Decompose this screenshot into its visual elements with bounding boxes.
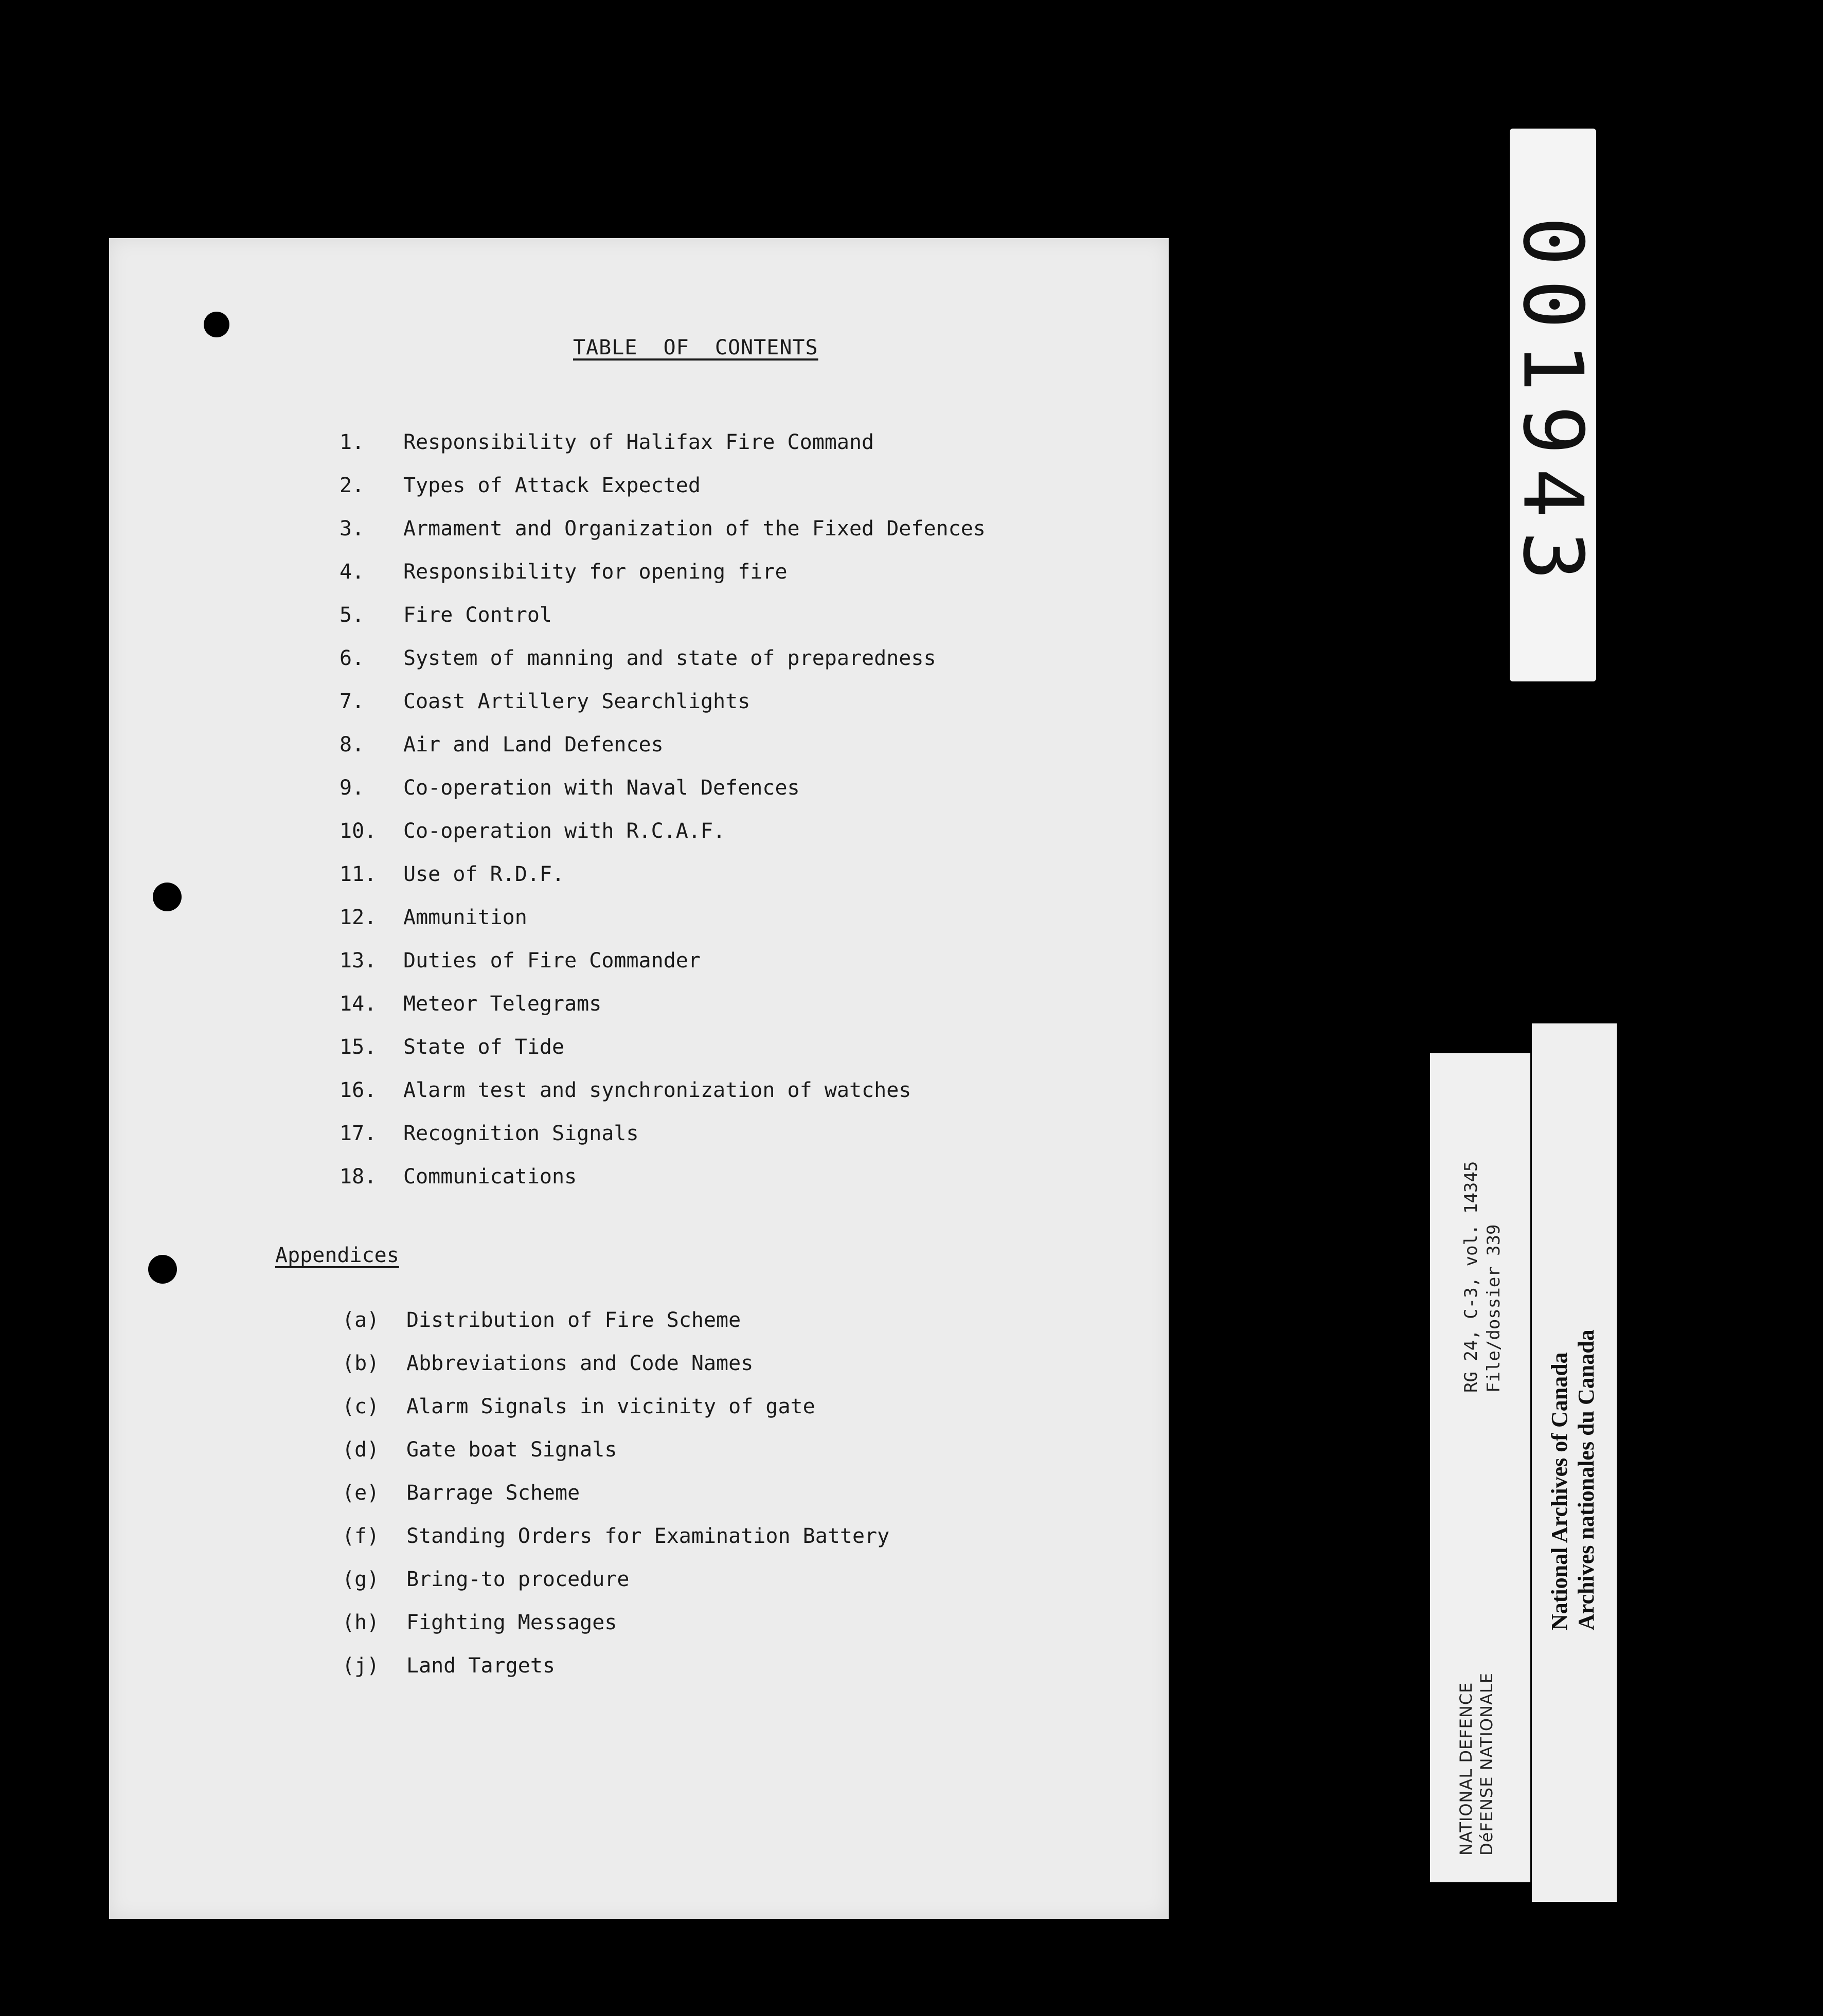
- toc-item-number: 2.: [339, 474, 365, 497]
- toc-item: [339, 939, 986, 982]
- appendix-title: Barrage Scheme: [406, 1481, 580, 1505]
- appendix-item: [342, 1299, 889, 1342]
- toc-item-number: 7.: [339, 690, 365, 713]
- archive-line-1: National Archives of Canada: [1547, 1352, 1572, 1630]
- punch-hole-top: [204, 312, 229, 337]
- toc-item-title: Types of Attack Expected: [403, 474, 701, 497]
- department-name: [1456, 1672, 1497, 1856]
- toc-item-title: Duties of Fire Commander: [403, 949, 701, 973]
- reference-line-1: RG 24, C-3, vol. 14345: [1461, 1161, 1481, 1393]
- appendix-letter: (h): [342, 1611, 380, 1634]
- toc-item-title: System of manning and state of preparedness: [403, 646, 936, 670]
- department-line-2: DéFENSE NATIONALE: [1477, 1672, 1496, 1856]
- appendix-title: Distribution of Fire Scheme: [406, 1308, 741, 1332]
- document-page: [109, 238, 1169, 1919]
- toc-item-title: Ammunition: [403, 906, 527, 929]
- punch-hole-bottom: [148, 1255, 177, 1284]
- toc-item: [339, 593, 986, 637]
- appendix-item: [342, 1428, 889, 1471]
- toc-item-number: 3.: [339, 517, 365, 541]
- toc-item: [339, 982, 986, 1025]
- appendix-letter: (f): [342, 1524, 380, 1548]
- toc-item: [339, 896, 986, 939]
- frame-number-label: [1505, 129, 1601, 681]
- toc-item: [339, 637, 986, 680]
- appendix-title: Land Targets: [406, 1654, 555, 1678]
- appendix-item: [342, 1342, 889, 1385]
- appendix-letter: (a): [342, 1308, 380, 1332]
- appendix-letter: (d): [342, 1438, 380, 1462]
- appendix-item: [342, 1471, 889, 1515]
- appendix-title: Abbreviations and Code Names: [406, 1352, 754, 1375]
- toc-item-title: Armament and Organization of the Fixed Defences: [403, 517, 986, 541]
- frame-number: 001943: [1505, 216, 1601, 594]
- reference-line-2: File/dossier 339: [1484, 1224, 1504, 1393]
- appendices-list: [342, 1299, 889, 1687]
- appendix-item: [342, 1515, 889, 1558]
- archive-name: [1546, 1329, 1600, 1630]
- appendix-letter: (g): [342, 1568, 380, 1591]
- toc-item-title: Communications: [403, 1165, 577, 1189]
- toc-item: [339, 723, 986, 766]
- toc-item: [339, 1025, 986, 1069]
- toc-item: [339, 421, 986, 464]
- toc-item-title: Meteor Telegrams: [403, 992, 602, 1016]
- toc-item: [339, 1155, 986, 1198]
- toc-item-title: Fire Control: [403, 603, 552, 627]
- toc-item-number: 14.: [339, 992, 377, 1016]
- toc-item-title: Co-operation with R.C.A.F.: [403, 819, 726, 843]
- appendix-title: Fighting Messages: [406, 1611, 617, 1634]
- toc-item: [339, 853, 986, 896]
- toc-item-number: 12.: [339, 906, 377, 929]
- toc-item-number: 5.: [339, 603, 365, 627]
- toc-item: [339, 464, 986, 507]
- appendices-heading: Appendices: [275, 1244, 399, 1267]
- punch-hole-middle: [153, 883, 182, 911]
- toc-item: [339, 1069, 986, 1112]
- appendix-item: [342, 1385, 889, 1428]
- toc-item-number: 8.: [339, 733, 365, 757]
- toc-item-number: 16.: [339, 1078, 377, 1102]
- toc-item-number: 4.: [339, 560, 365, 584]
- department-line-1: NATIONAL DEFENCE: [1456, 1682, 1476, 1856]
- archive-reference-card: [1430, 1053, 1530, 1882]
- appendix-letter: (e): [342, 1481, 380, 1505]
- toc-item-number: 17.: [339, 1122, 377, 1145]
- archive-line-2: Archives nationales du Canada: [1574, 1329, 1599, 1630]
- appendix-title: Gate boat Signals: [406, 1438, 617, 1462]
- toc-item: [339, 766, 986, 809]
- toc-item: [339, 809, 986, 853]
- toc-list: [339, 421, 986, 1198]
- appendix-item: [342, 1644, 889, 1687]
- appendix-title: Standing Orders for Examination Battery: [406, 1524, 890, 1548]
- toc-item: [339, 680, 986, 723]
- appendix-item: [342, 1601, 889, 1644]
- page-title: TABLE OF CONTENTS: [573, 336, 818, 359]
- toc-item-title: Co-operation with Naval Defences: [403, 776, 800, 800]
- archive-reference: [1460, 1161, 1505, 1393]
- toc-item-number: 15.: [339, 1035, 377, 1059]
- toc-item-number: 9.: [339, 776, 365, 800]
- toc-item-title: Air and Land Defences: [403, 733, 664, 757]
- toc-item-number: 13.: [339, 949, 377, 973]
- toc-item: [339, 507, 986, 550]
- toc-item-number: 10.: [339, 819, 377, 843]
- toc-item-title: Use of R.D.F.: [403, 862, 565, 886]
- toc-item-title: State of Tide: [403, 1035, 565, 1059]
- toc-item-number: 1.: [339, 430, 365, 454]
- toc-item-number: 11.: [339, 862, 377, 886]
- toc-item-title: Alarm test and synchronization of watches: [403, 1078, 912, 1102]
- toc-item-title: Coast Artillery Searchlights: [403, 690, 750, 713]
- appendix-title: Bring-to procedure: [406, 1568, 630, 1591]
- appendix-item: [342, 1558, 889, 1601]
- toc-item-number: 6.: [339, 646, 365, 670]
- appendix-title: Alarm Signals in vicinity of gate: [406, 1395, 815, 1418]
- toc-item-title: Responsibility of Halifax Fire Command: [403, 430, 874, 454]
- toc-item: [339, 1112, 986, 1155]
- toc-item-title: Responsibility for opening fire: [403, 560, 788, 584]
- toc-item: [339, 550, 986, 593]
- archives-stamp-card: [1532, 1023, 1617, 1902]
- appendix-letter: (j): [342, 1654, 380, 1678]
- toc-item-title: Recognition Signals: [403, 1122, 639, 1145]
- toc-item-number: 18.: [339, 1165, 377, 1189]
- appendix-letter: (c): [342, 1395, 380, 1418]
- appendix-letter: (b): [342, 1352, 380, 1375]
